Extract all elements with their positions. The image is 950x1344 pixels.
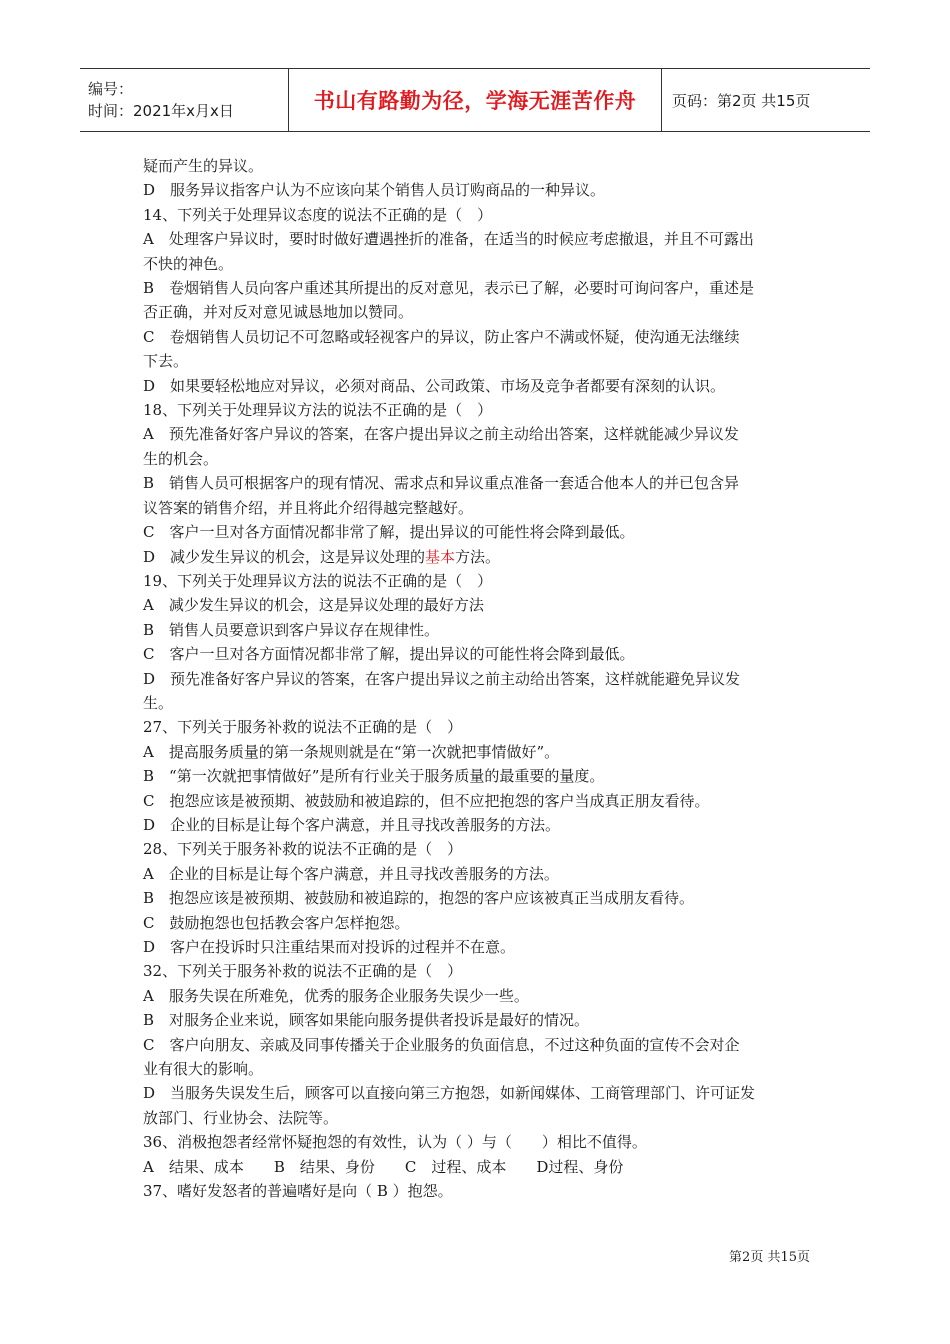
- header-page-label: 页码：第2页 共15页: [672, 91, 811, 110]
- text-line: 否正确，并对反对意见诚恳地加以赞同。: [143, 303, 414, 322]
- text-line: 生的机会。: [143, 449, 219, 468]
- text-line: 下去。: [143, 352, 189, 371]
- time-label: 时间：2021年x月x日: [88, 102, 234, 120]
- text-line: 27、下列关于服务补救的说法不正确的是（ ）: [143, 718, 463, 737]
- header-motto-cell: [289, 69, 662, 131]
- text-line: 28、下列关于服务补救的说法不正确的是（ ）: [143, 840, 463, 859]
- text-line: C 卷烟销售人员切记不可忽略或轻视客户的异议，防止客户不满或怀疑，使沟通无法继续: [143, 327, 740, 346]
- text-line: B 销售人员可根据客户的现有情况、需求点和异议重点准备一套适合他本人的并已包含异: [143, 474, 740, 493]
- text-line: 19、下列关于处理异议方法的说法不正确的是（ ）: [143, 571, 493, 590]
- text-line: 14、下列关于处理异议态度的说法不正确的是（ ）: [143, 205, 493, 224]
- text-line: A 提高服务质量的第一条规则就是在“第一次就把事情做好”。: [143, 742, 560, 761]
- text-line: D 企业的目标是让每个客户满意，并且寻找改善服务的方法。: [143, 815, 561, 834]
- text-line: C 客户一旦对各方面情况都非常了解，提出异议的可能性将会降到最低。: [143, 645, 635, 664]
- text-line: 生。: [143, 693, 174, 712]
- header-motto: 书山有路勤为径，学海无涯苦作舟: [313, 89, 637, 113]
- text-line: 议答案的销售介绍，并且将此介绍得越完整越好。: [143, 498, 474, 517]
- text-segment: D 减少发生异议的机会，这是异议处理的: [143, 547, 426, 566]
- header-page-cell: [662, 69, 870, 131]
- text-line: D 客户在投诉时只注重结果而对投诉的过程并不在意。: [143, 938, 516, 956]
- text-line: A 处理客户异议时，要时时做好遭遇挫折的准备，在适当的时候应考虑撤退，并且不可露出: [143, 230, 754, 249]
- text-line: B “第一次就把事情做好”是所有行业关于服务质量的最重要的量度。: [143, 767, 605, 786]
- text-line: A 服务失误在所难免，优秀的服务企业服务失误少一些。: [143, 986, 529, 1005]
- text-line: B 对服务企业来说，顾客如果能向服务提供者投诉是最好的情况。: [143, 1011, 590, 1030]
- text-line: 36、消极抱怨者经常怀疑抱怨的有效性，认为（ ）与（ ）相比不值得。: [143, 1133, 647, 1152]
- text-line: 37、嗜好发怒者的普遍嗜好是向（ B ）抱怨。: [143, 1182, 453, 1201]
- text-line: A 结果、成本 B 结果、身份 C 过程、成本 D过程、身份: [143, 1157, 624, 1176]
- text-line: C 客户向朋友、亲戚及同事传播关于企业服务的负面信息，不过这种负面的宣传不会对企: [143, 1035, 740, 1054]
- text-line: 32、下列关于服务补救的说法不正确的是（ ）: [143, 962, 463, 981]
- text-line: A 减少发生异议的机会，这是异议处理的最好方法: [143, 596, 484, 615]
- page-header: [80, 68, 870, 132]
- text-segment: 方法。: [455, 547, 501, 566]
- page-footer: 第2页 共15页: [729, 1250, 810, 1265]
- text-line: [143, 545, 813, 569]
- text-line: D 如果要轻松地应对异议，必须对商品、公司政策、市场及竞争者都要有深刻的认识。: [143, 376, 726, 395]
- text-line: C 客户一旦对各方面情况都非常了解，提出异议的可能性将会降到最低。: [143, 523, 635, 542]
- text-line: B 卷烟销售人员向客户重述其所提出的反对意见，表示已了解，必要时可询问客户，重述是: [143, 279, 755, 298]
- text-line: D 预先准备好客户异议的答案，在客户提出异议之前主动给出答案，这样就能避免异议发: [143, 669, 741, 688]
- text-line: A 企业的目标是让每个客户满意，并且寻找改善服务的方法。: [143, 864, 559, 883]
- text-line: D 当服务失误发生后，顾客可以直接向第三方抱怨，如新闻媒体、工商管理部门、许可证发: [143, 1084, 756, 1103]
- text-line: 疑而产生的异议。: [143, 157, 264, 175]
- text-line: B 抱怨应该是被预期、被鼓励和被追踪的，抱怨的客户应该被真正当成朋友看待。: [143, 889, 695, 908]
- text-line: C 鼓励抱怨也包括教会客户怎样抱怨。: [143, 913, 410, 932]
- text-line: 18、下列关于处理异议方法的说法不正确的是（ ）: [143, 401, 493, 420]
- document-body: [143, 154, 813, 1203]
- text-line: 业有很大的影响。: [143, 1060, 264, 1079]
- text-line: A 预先准备好客户异议的答案，在客户提出异议之前主动给出答案，这样就能减少异议发: [143, 425, 739, 444]
- text-line: 不快的神色。: [143, 254, 234, 273]
- highlighted-text: 基本: [425, 547, 456, 566]
- text-line: C 抱怨应该是被预期、被鼓励和被追踪的，但不应把抱怨的客户当成真正朋友看待。: [143, 791, 710, 810]
- text-line: D 服务异议指客户认为不应该向某个销售人员订购商品的一种异议。: [143, 181, 606, 200]
- text-line: B 销售人员要意识到客户异议存在规律性。: [143, 620, 440, 639]
- header-meta: [80, 69, 289, 131]
- code-label: 编号：: [88, 80, 134, 98]
- text-line: 放部门、行业协会、法院等。: [143, 1108, 339, 1127]
